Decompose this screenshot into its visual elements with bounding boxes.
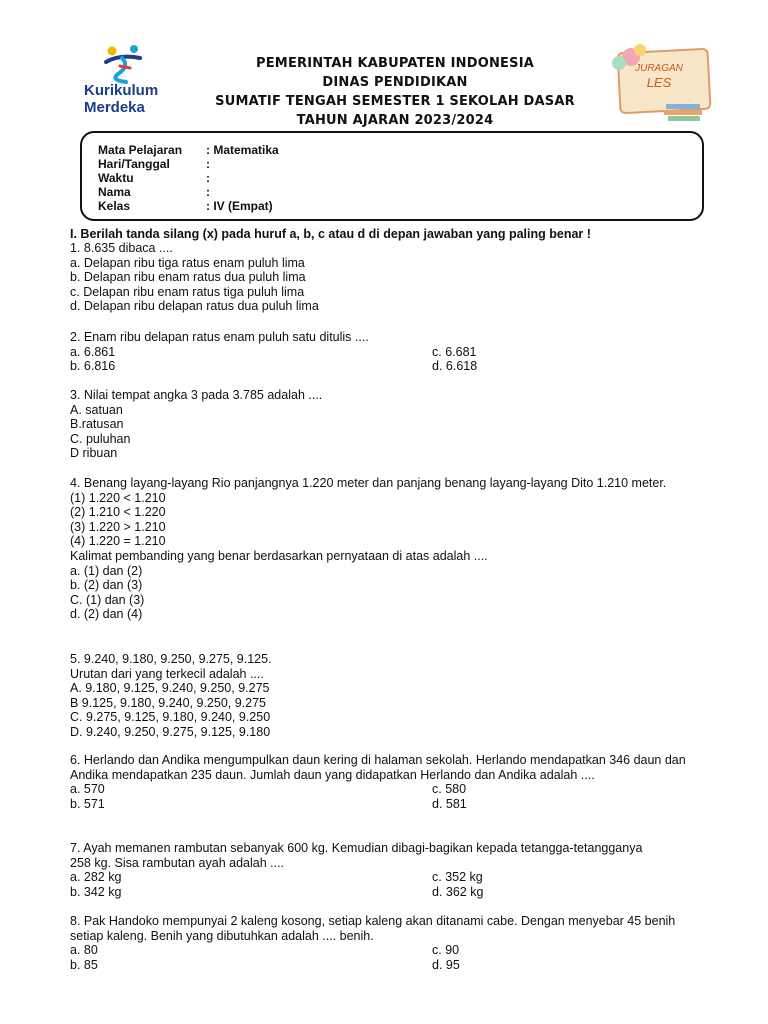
title-department: DINAS PENDIDIKAN xyxy=(322,75,468,90)
option-b[interactable]: b. 571 xyxy=(70,796,105,811)
logo-line-2: Merdeka xyxy=(84,99,145,116)
info-row-class xyxy=(98,199,273,213)
options-row-1 xyxy=(70,943,700,958)
info-row-time xyxy=(98,171,210,185)
info-label: Hari/Tanggal xyxy=(98,157,170,171)
book-icon xyxy=(668,116,700,121)
option-b[interactable]: b. 342 kg xyxy=(70,884,122,899)
option-a[interactable]: a. 282 kg xyxy=(70,870,122,885)
info-row-name xyxy=(98,185,210,199)
juragan-les-logo xyxy=(610,44,710,124)
option-c[interactable]: C. (1) dan (3) xyxy=(70,592,145,607)
option-a[interactable]: A. satuan xyxy=(70,402,123,417)
option-d[interactable]: D. 9.240, 9.250, 9.275, 9.125, 9.180 xyxy=(70,724,271,739)
option-a[interactable]: a. (1) dan (2) xyxy=(70,563,143,578)
option-c[interactable]: c. 6.681 xyxy=(432,344,477,359)
section-instructions: I. Berilah tanda silang (x) pada huruf a, b, c atau d di depan jawaban yang paling benar ! xyxy=(70,227,591,241)
statement-4: (4) 1.220 = 1.210 xyxy=(70,534,166,549)
question-stem: 1. 8.635 dibaca .... xyxy=(70,241,173,255)
info-label: Mata Pelajaran xyxy=(98,143,183,157)
options-row-2 xyxy=(70,797,700,812)
info-value: : xyxy=(206,171,210,185)
document-titles xyxy=(160,54,630,130)
option-c[interactable]: c. Delapan ribu enam ratus tiga puluh lima xyxy=(70,284,305,299)
statement-2: (2) 1.210 < 1.220 xyxy=(70,505,166,520)
option-a[interactable]: a. Delapan ribu tiga ratus enam puluh lima xyxy=(70,255,305,270)
info-value: : IV (Empat) xyxy=(206,199,273,213)
option-a[interactable]: a. 6.861 xyxy=(70,344,116,359)
question-stem: 2. Enam ribu delapan ratus enam puluh satu ditulis .... xyxy=(70,330,369,344)
info-row-date xyxy=(98,157,210,171)
question-5 xyxy=(70,652,710,740)
info-value: : Matematika xyxy=(206,143,279,157)
option-d[interactable]: d. Delapan ribu delapan ratus dua puluh lima xyxy=(70,299,319,314)
question-stem: 3. Nilai tempat angka 3 pada 3.785 adalah .... xyxy=(70,388,323,402)
option-c[interactable]: C. 9.275, 9.125, 9.180, 9.240, 9.250 xyxy=(70,710,271,725)
statement-3: (3) 1.220 > 1.210 xyxy=(70,519,166,534)
statement-1: (1) 1.220 < 1.210 xyxy=(70,490,166,505)
option-a[interactable]: A. 9.180, 9.125, 9.240, 9.250, 9.275 xyxy=(70,681,270,696)
option-c[interactable]: c. 580 xyxy=(432,782,467,797)
question-stem: 7. Ayah memanen rambutan sebanyak 600 kg. Kemudian dibagi-bagikan kepada tetangga-tetangganya 258 kg. Sisa rambutan ayah adalah .... xyxy=(70,841,643,870)
option-a[interactable]: a. 570 xyxy=(70,782,105,797)
option-c[interactable]: c. 352 kg xyxy=(432,870,483,885)
options-row-1 xyxy=(70,345,710,360)
title-academic-year: TAHUN AJARAN 2023/2024 xyxy=(296,113,494,128)
kurikulum-merdeka-text xyxy=(84,82,158,116)
option-b[interactable]: B 9.125, 9.180, 9.240, 9.250, 9.275 xyxy=(70,695,266,710)
info-label: Waktu xyxy=(98,171,134,185)
les-text: LES xyxy=(646,75,672,90)
option-c[interactable]: c. 90 xyxy=(432,943,460,958)
info-row-subject xyxy=(98,143,279,157)
question-stem: 6. Herlando dan Andika mengumpulkan daun kering di halaman sekolah. Herlando mendapatkan 346 daun dan Andika mendapatkan 235 daun. Jumlah daun yang didapatkan Herlando dan Andika adalah .... xyxy=(70,753,686,782)
option-d[interactable]: d. 6.618 xyxy=(432,359,478,374)
balloon-green-icon xyxy=(612,56,626,70)
question-stem: 4. Benang layang-layang Rio panjangnya 1.220 meter dan panjang benang layang-layang Dito 1.210 meter. xyxy=(70,476,667,490)
info-label: Nama xyxy=(98,185,131,199)
question-7 xyxy=(70,841,650,899)
student-info-box xyxy=(80,131,704,221)
option-d[interactable]: D ribuan xyxy=(70,446,118,461)
info-value: : xyxy=(206,157,210,171)
question-prompt: Kalimat pembanding yang benar berdasarkan pernyataan di atas adalah .... xyxy=(70,548,488,563)
book-icon xyxy=(666,104,700,109)
option-d[interactable]: d. 362 kg xyxy=(432,884,484,899)
option-c[interactable]: C. puluhan xyxy=(70,431,131,446)
option-d[interactable]: d. (2) dan (4) xyxy=(70,607,143,622)
options-row-2 xyxy=(70,359,710,374)
title-government: PEMERINTAH KABUPATEN INDONESIA xyxy=(256,56,534,71)
question-stem: 5. 9.240, 9.180, 9.250, 9.275, 9.125. xyxy=(70,652,272,666)
juragan-text: JURAGAN xyxy=(635,63,683,74)
option-b[interactable]: b. 85 xyxy=(70,957,98,972)
options-row-2 xyxy=(70,958,700,973)
logo-line-1: Kurikulum xyxy=(84,82,159,99)
option-b[interactable]: b. Delapan ribu enam ratus dua puluh lima xyxy=(70,270,306,285)
option-d[interactable]: d. 95 xyxy=(432,957,460,972)
option-a[interactable]: a. 80 xyxy=(70,943,98,958)
question-1 xyxy=(70,241,710,314)
question-4 xyxy=(70,476,700,622)
info-label: Kelas xyxy=(98,199,131,213)
book-icon xyxy=(664,110,702,115)
question-3 xyxy=(70,388,710,461)
question-stem: 8. Pak Handoko mempunyai 2 kaleng kosong, setiap kaleng akan ditanami cabe. Dengan menyebar 45 benih setiap kaleng. Benih yang dibutuhkan adalah .... benih. xyxy=(70,914,676,943)
title-exam: SUMATIF TENGAH SEMESTER 1 SEKOLAH DASAR xyxy=(215,94,575,109)
info-value: : xyxy=(206,185,210,199)
question-8 xyxy=(70,914,700,972)
options-row-1 xyxy=(70,870,650,885)
juragan-les-text xyxy=(628,60,690,90)
option-b[interactable]: b. (2) dan (3) xyxy=(70,578,143,593)
option-b[interactable]: B.ratusan xyxy=(70,417,124,432)
balloon-yellow-icon xyxy=(634,44,646,56)
option-d[interactable]: d. 581 xyxy=(432,796,467,811)
kurikulum-logo-icon xyxy=(100,44,150,84)
question-6 xyxy=(70,753,700,811)
page-header xyxy=(0,0,768,130)
option-b[interactable]: b. 6.816 xyxy=(70,359,116,374)
options-row-1 xyxy=(70,782,700,797)
question-prompt: Urutan dari yang terkecil adalah .... xyxy=(70,666,264,681)
question-2 xyxy=(70,330,710,374)
options-row-2 xyxy=(70,885,650,900)
